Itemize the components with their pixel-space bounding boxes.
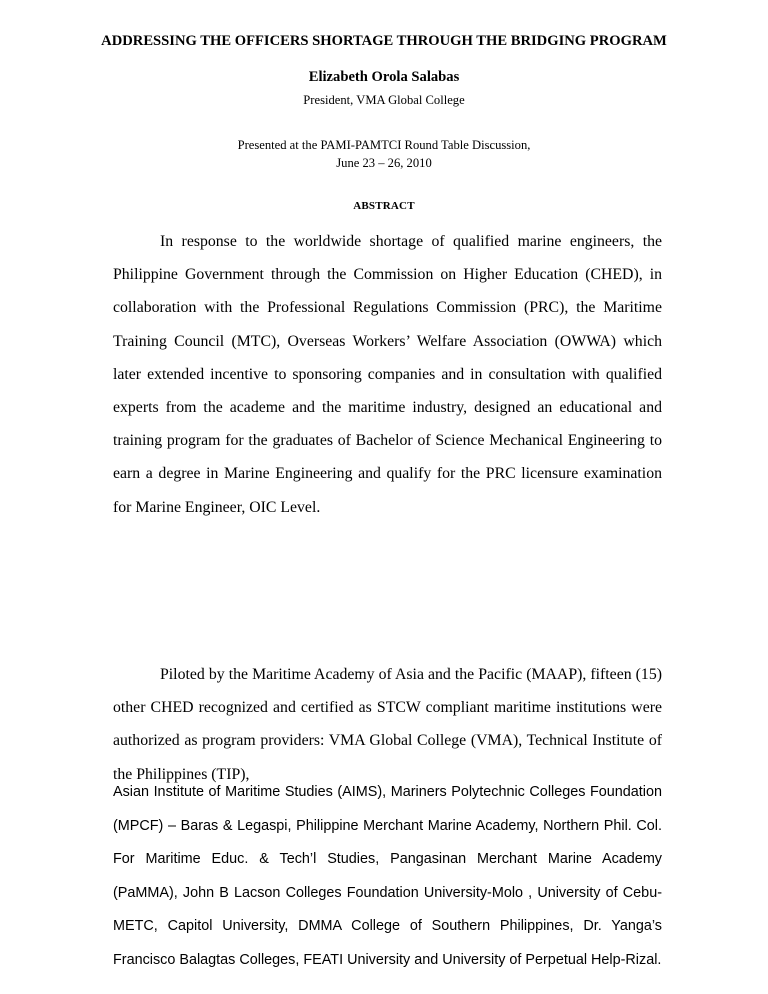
abstract-paragraph-2-sans: Asian Institute of Maritime Studies (AIMS), Mariners Polytechnic Colleges Foundation (MPCF) – Baras & Legaspi, Philippine Merchant Marine Academy, Northern Phil. Col. For Maritime Educ. & Tech’l Studies, Pangasinan Merchant Marine Academy (PaMMA), John B Lacson Colleges Foundation University-Molo , University of Cebu-METC, Capitol University, DMMA College of Southern Philippines, Dr. Yanga’s Francisco Balagtas Colleges, FEATI University and University of Perpetual Help-Rizal.: [113, 784, 662, 968]
presentation-venue: Presented at the PAMI-PAMTCI Round Table Discussion,: [237, 138, 531, 152]
author-name: Elizabeth Orola Salabas: [308, 69, 460, 85]
abstract-heading: ABSTRACT: [353, 200, 415, 212]
author-affiliation: President, VMA Global College: [303, 93, 465, 107]
abstract-paragraph-1: In response to the worldwide shortage of qualified marine engineers, the Philippine Government through the Commission on Higher Education (CHED), in collaboration with the Professional Regulations Commission (PRC), the Maritime Training Council (MTC), Overseas Workers’ Welfare Association (OWWA) which later extended incentive to sponsoring companies and in consultation with qualified experts from the academe and the maritime industry, designed an educational and training program for the graduates of Bachelor of Science Mechanical Engineering to earn a degree in Marine Engineering and qualify for the PRC licensure examination for Marine Engineer, OIC Level.: [113, 233, 662, 516]
document-title: ADDRESSING THE OFFICERS SHORTAGE THROUGH THE BRIDGING PROGRAM: [101, 33, 667, 49]
presentation-dates: June 23 – 26, 2010: [336, 156, 432, 170]
abstract-paragraph-2-serif: Piloted by the Maritime Academy of Asia and the Pacific (MAAP), fifteen (15) other CHED recognized and certified as STCW compliant maritime institutions were authorized as program providers: VMA Global College (VMA), Technical Institute of the Philippines (TIP),: [113, 666, 662, 783]
